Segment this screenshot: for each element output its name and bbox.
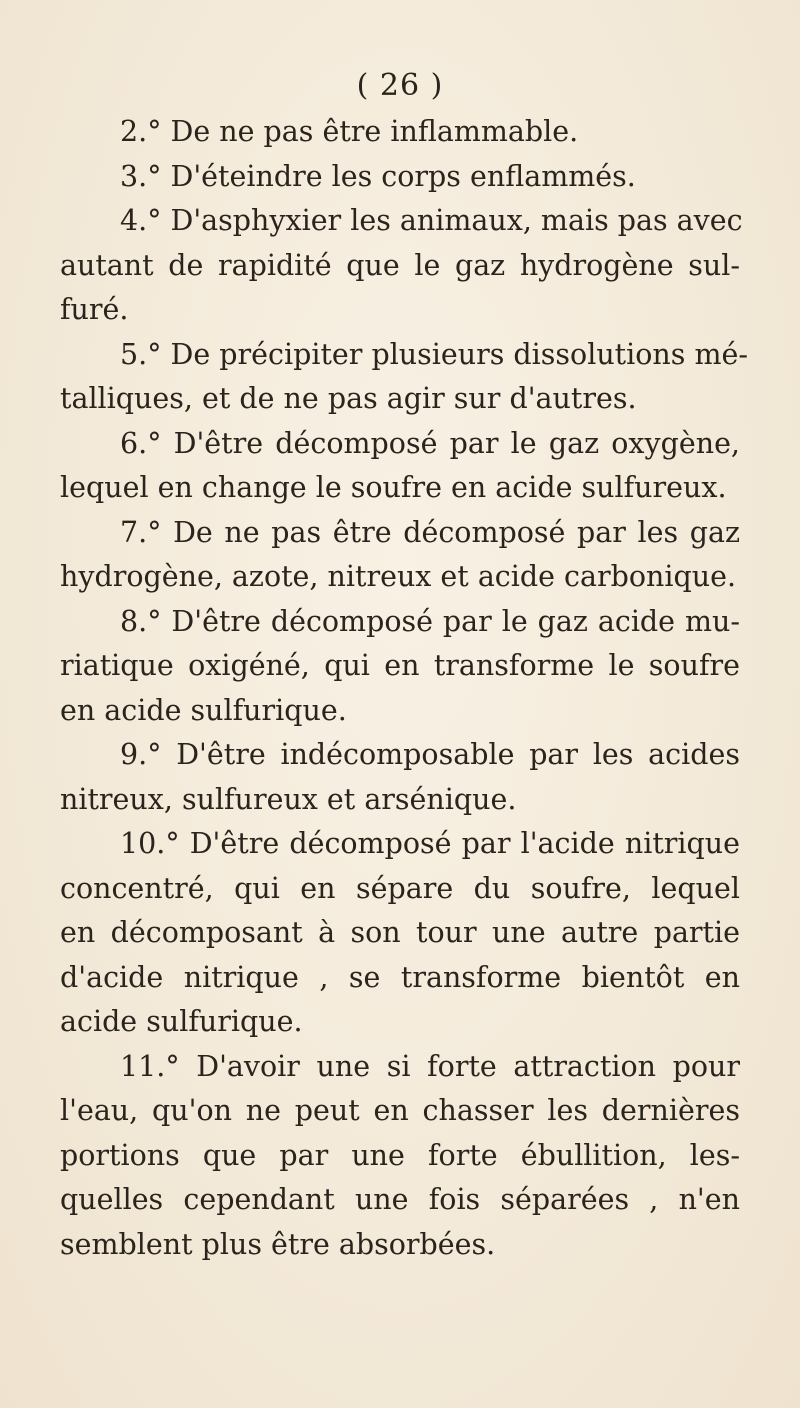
text-line: en décomposant à son tour une autre partie: [60, 916, 740, 949]
text-line: concentré, qui en sépare du soufre, lequel: [60, 871, 740, 905]
page-number: ( 26 ): [356, 68, 444, 103]
text-line: 10.° D'être décomposé par l'acide nitrique: [120, 827, 740, 860]
text-line: nitreux, sulfureux et arsénique.: [60, 782, 517, 816]
text-line: talliques, et de ne pas agir sur d'autres.: [60, 382, 637, 415]
text-line: lequel en change le soufre en acide sulfureux.: [60, 471, 727, 504]
text-line: l'eau, qu'on ne peut en chasser les dernières: [60, 1094, 740, 1127]
body-text: [60, 110, 748, 1267]
text-line: 4.° D'asphyxier les animaux, mais pas avec: [120, 204, 743, 237]
text-line: 8.° D'être décomposé par le gaz acide mu-: [120, 604, 740, 638]
text-line: 5.° De précipiter plusieurs dissolutions mé-: [120, 337, 748, 371]
text-line: en acide sulfurique.: [60, 693, 347, 727]
text-line: 11.° D'avoir une si forte attraction pour: [120, 1049, 740, 1083]
text-line: hydrogène, azote, nitreux et acide carbonique.: [60, 560, 737, 593]
text-line: riatique oxigéné, qui en transforme le soufre: [60, 649, 740, 682]
text-line: 6.° D'être décomposé par le gaz oxygène,: [120, 426, 740, 460]
text-line: 3.° D'éteindre les corps enflammés.: [120, 159, 636, 193]
text-line: quelles cependant une fois séparées , n'en: [60, 1183, 740, 1216]
text-line: 7.° De ne pas être décomposé par les gaz: [120, 515, 740, 549]
text-line: d'acide nitrique , se transforme bientôt en: [60, 960, 740, 994]
text-line: furé.: [60, 293, 129, 326]
text-line: portions que par une forte ébullition, les-: [60, 1138, 740, 1172]
text-line: semblent plus être absorbées.: [60, 1227, 496, 1261]
text-line: 2.° De ne pas être inflammable.: [120, 115, 579, 148]
text-line: autant de rapidité que le gaz hydrogène sul-: [60, 248, 740, 282]
text-line: acide sulfurique.: [60, 1005, 303, 1038]
text-line: 9.° D'être indécomposable par les acides: [120, 738, 740, 771]
